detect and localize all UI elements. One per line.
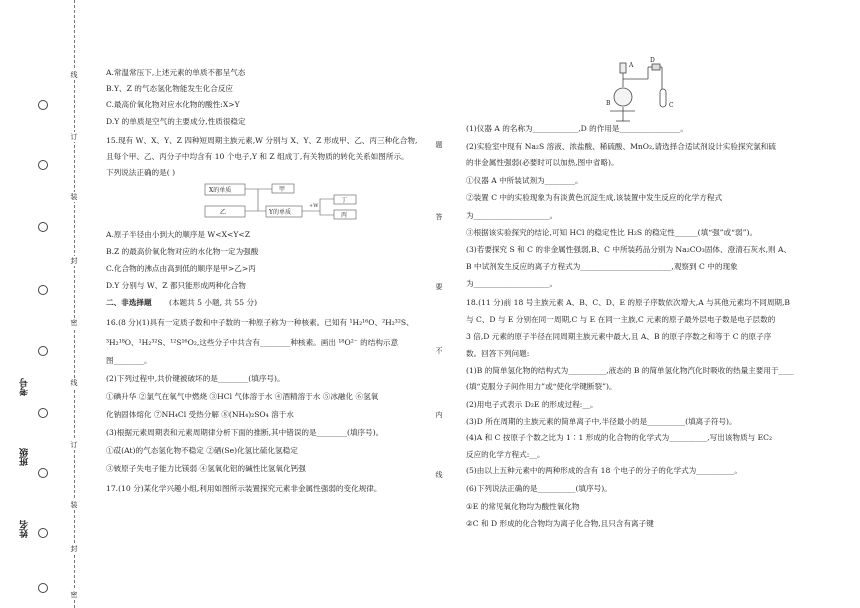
q18-line: (填“克服分子间作用力”或“使化学键断裂”)。 <box>466 382 617 391</box>
q17-line: 为____________________。 <box>466 279 558 288</box>
q18-line: (1)B 的简单氢化物的结构式为__________,液态的 B 的简单氢化物汽化时吸收的热量主要用于____ <box>466 366 794 375</box>
punch-hole-circle <box>38 222 48 232</box>
q18-line: 数。回答下列问题: <box>466 349 530 358</box>
q15-option: B.Z 的最高价氧化物对应的水化物一定为强酸 <box>106 247 259 256</box>
q15-option: D.Y 分别与 W、Z 都只能形成两种化合物 <box>106 281 246 290</box>
seal-char: 封 <box>70 257 78 265</box>
name-label: 姓名 <box>20 520 30 538</box>
seal-char: 密 <box>70 591 78 599</box>
funnel-a <box>620 63 626 73</box>
box-yi-text: 乙 <box>220 209 227 216</box>
seal-char: 线 <box>70 71 78 79</box>
punch-hole-circle <box>38 408 48 418</box>
label-c: C <box>669 102 674 109</box>
lab-apparatus-diagram <box>600 55 680 125</box>
q14-option: B.Y、Z 的气态氢化物能发生化合反应 <box>106 84 234 93</box>
q14-option: A.常温常压下,上述元素的单质不都呈气态 <box>106 68 246 77</box>
q15-conversion-diagram <box>200 183 370 221</box>
q17-stem-line: 17.(10 分)某化学兴趣小组,利用如图所示装置探究元素非金属性强弱的变化规律。 <box>106 484 382 493</box>
divider-char: 线 <box>435 471 443 479</box>
q14-option: D.Y 的单质是空气的主要成分,性质很稳定 <box>106 117 246 126</box>
q18-line: 18.(11 分)前 18 号主族元素 A、B、C、D、E 的原子序数依次增大,A 与其他元素均不同周期,B <box>466 298 791 307</box>
punch-hole-circle <box>38 160 48 170</box>
punch-hole-circle <box>38 285 48 295</box>
q17-line: (2)实验室中现有 Na₂S 溶液、浓盐酸、稀硫酸、MnO₂,请选择合适试剂设计实验探究氯和硫 <box>466 142 776 151</box>
q15-stem-line: 15.现有 W、X、Y、Z 四种短周期主族元素,W 分别与 X、Y、Z 形成甲、乙、丙三种化合物, <box>106 136 418 145</box>
q16-line: (3)根据元素周期表和元素周期律分析下面的推断,其中错误的是________(填序号)。 <box>106 428 384 437</box>
q15-option: C.化合物的沸点由高到低的顺序是甲>乙>丙 <box>106 264 256 273</box>
box-ding-text: 丁 <box>341 197 348 204</box>
test-tube-c <box>660 89 666 107</box>
class-label: 班级 <box>20 448 30 466</box>
box-x-element-text: X的单质 <box>209 187 232 194</box>
q15-stem-line: 下列说法正确的是( ) <box>106 168 176 177</box>
divider-char: 题 <box>435 141 443 149</box>
box-y-element-text: Y的单质 <box>269 209 291 216</box>
q18-line: 与 C、D 与 E 分别在同一周期,C 与 E 在同一主族,C 元素的原子最外层电子数是电子层数的 <box>466 315 776 324</box>
q18-line: (2)用电子式表示 D₂E 的形成过程:__。 <box>466 400 598 409</box>
q18-line: 3 倍,D 元素的原子半径在同周期主族元素中最大,且 A、B 的原子序数之和等于 C 的原子序 <box>466 332 772 341</box>
punch-hole-circle <box>38 583 48 593</box>
box-jia-text: 甲 <box>279 186 286 193</box>
box-bing-text: 丙 <box>341 212 348 219</box>
punch-hole-circle <box>38 468 48 478</box>
q18-line: (6)下列说法正确的是__________(填序号)。 <box>466 484 612 493</box>
q16-line: ③铍原子失电子能力比镁弱 ④氢氧化铝的碱性比氢氧化钙强 <box>106 464 306 473</box>
q16-line: (2)下列过程中,共价键被破坏的是________(填序号)。 <box>106 374 285 383</box>
seal-char: 密 <box>70 319 78 327</box>
q18-line: (5)由以上五种元素中的两种形成的含有 18 个电子的分子的化学式为__________。 <box>466 466 742 475</box>
q17-line: ③根据该实验探究的结论,可知 HCl 的稳定性比 H₂S 的稳定性______(填“强”或“弱”)。 <box>466 228 758 237</box>
q17-line: (1)仪器 A 的名称为____________,D 的作用是________________。 <box>466 124 688 133</box>
label-d: D <box>650 57 655 64</box>
binding-line <box>74 0 75 608</box>
q16-line: ①碘升华 ②氯气在氧气中燃烧 ③HCl 气体溶于水 ④酒精溶于水 ⑤冰融化 ⑥氢氧 <box>106 392 379 401</box>
plus-w-label: +W <box>309 203 319 209</box>
punch-hole-circle <box>38 346 48 356</box>
q17-line: 为____________________。 <box>466 211 558 220</box>
q18-line: (4)A 和 C 按原子个数之比为 1∶1 形成的化合物的化学式为__________,写出该物质与 EC₂ <box>466 433 773 442</box>
label-b: B <box>606 100 611 107</box>
flask-b <box>614 88 632 106</box>
punch-hole-circle <box>38 528 48 538</box>
q16-line: 16.(8 分)(1)具有一定质子数和中子数的一种原子称为一种核素。已知有 ¹H₂¹⁶O、²H₂³²S、 <box>106 318 414 327</box>
q16-line: ³H₂¹⁸O、¹H₂³²S、¹²S¹⁶O₂,这些分子中共含有________种核素。画出 ¹⁸O²⁻ 的结构示意 <box>106 338 399 347</box>
q18-line: 反应的化学方程式:__。 <box>466 450 545 459</box>
seal-char: 订 <box>70 133 78 141</box>
q17-line: (3)若要探究 S 和 C 的非金属性强弱,B、C 中所装药品分别为 Na₂CO₃固体、澄清石灰水,则 A、 <box>466 245 792 254</box>
q18-line: ①E 的常见氧化物均为酸性氧化物 <box>466 502 580 511</box>
punch-hole-circle <box>38 100 48 110</box>
q18-line: ②C 和 D 形成的化合物均为离子化合物,且只含有离子键 <box>466 519 654 528</box>
seal-char: 装 <box>70 501 78 509</box>
divider-char: 答 <box>435 213 443 221</box>
q17-line: 的非金属性强弱(必要时可以加热,图中省略)。 <box>466 158 619 167</box>
section-heading: 二、非选择题 <box>106 298 152 307</box>
divider-char: 内 <box>435 411 443 419</box>
drying-tube-d <box>652 64 660 70</box>
exam-number-label: 考号 <box>20 378 30 396</box>
q18-line: (3)D 所在周期的主族元素的简单离子中,半径最小的是__________(填离子符号)。 <box>466 417 737 426</box>
q17-line: ②装置 C 中的实验现象为有淡黄色沉淀生成,该装置中发生反应的化学方程式 <box>466 193 723 202</box>
seal-char: 线 <box>70 379 78 387</box>
label-a: A <box>629 62 634 69</box>
seal-char: 订 <box>70 441 78 449</box>
divider-char: 不 <box>435 347 443 355</box>
q15-option: A.原子半径由小到大的顺序是 W<X<Y<Z <box>106 230 251 239</box>
q16-line: 图________。 <box>106 356 152 365</box>
q14-option: C.最高价氧化物对应水化物的酸性:X>Y <box>106 100 240 109</box>
q16-line: ①砹(At)的气态氢化物不稳定 ②硒(Se)化氢比硫化氢稳定 <box>106 446 298 455</box>
seal-char: 装 <box>70 193 78 201</box>
seal-char: 封 <box>70 545 78 553</box>
q17-line: ①仪器 A 中所装试剂为________。 <box>466 176 583 185</box>
q15-stem-line: 且每个甲、乙、丙分子中均含有 10 个电子,Y 和 Z 组成丁,有关物质的转化关系如图所示。 <box>106 152 409 161</box>
q17-line: B 中试剂发生反应的离子方程式为________________________,观察到 C 中的现象 <box>466 262 738 271</box>
divider-char: 要 <box>435 283 443 291</box>
section-note: (本题共 5 小题, 共 55 分) <box>169 298 258 307</box>
q16-line: 化钠固体熔化 ⑦NH₄Cl 受热分解 ⑧(NH₄)₂SO₄ 溶于水 <box>106 410 294 419</box>
